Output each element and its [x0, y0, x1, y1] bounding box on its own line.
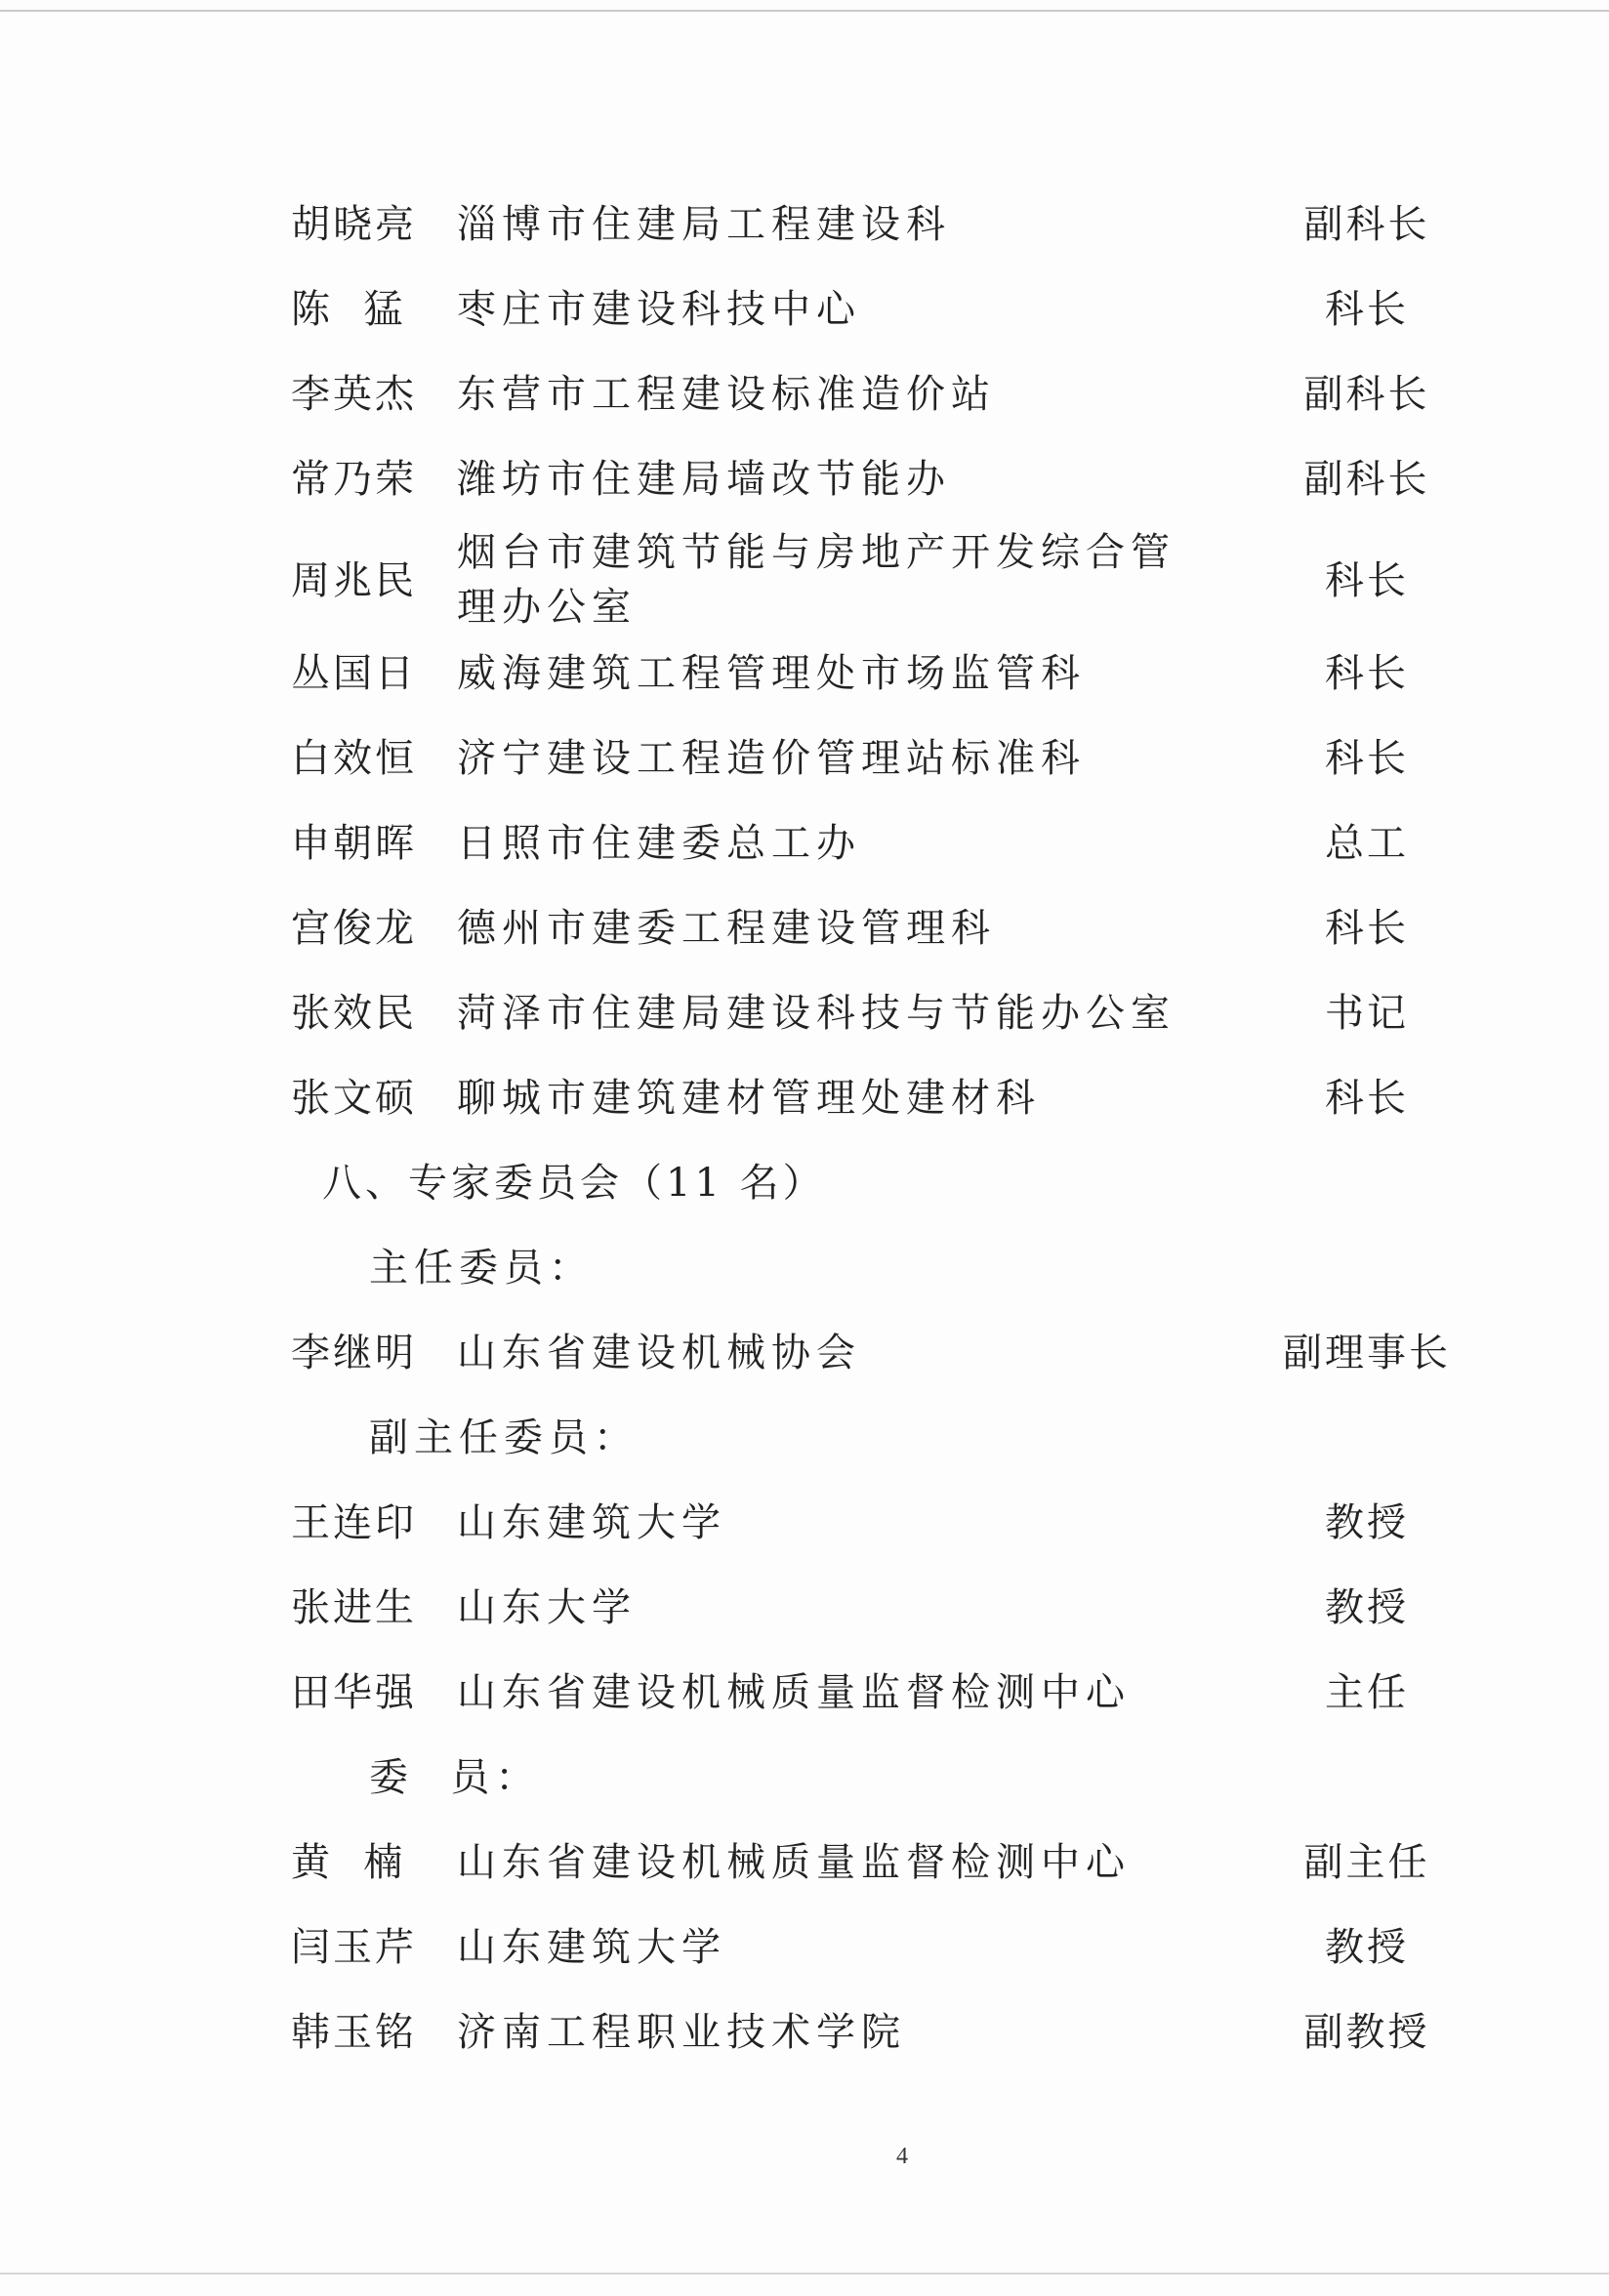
member-name: 王连印 — [291, 1500, 417, 1545]
member-row — [0, 1989, 1609, 2075]
scan-edge-top — [0, 10, 1609, 12]
member-row — [0, 1905, 1609, 1990]
member-title: 副科长 — [1303, 372, 1430, 417]
member-row — [0, 970, 1609, 1056]
member-row — [0, 351, 1609, 437]
member-name: 申朝晖 — [291, 821, 417, 866]
member-org: 济南工程职业技术学院 — [457, 2010, 906, 2055]
section-heading: 八、专家委员会（11 名） — [322, 1161, 826, 1206]
group-label-members: 委 员： — [369, 1755, 541, 1800]
member-title: 科长 — [1325, 558, 1409, 603]
member-row — [0, 1820, 1609, 1906]
member-row — [0, 800, 1609, 886]
member-row — [0, 266, 1609, 352]
member-row — [0, 716, 1609, 801]
member-org: 山东建筑大学 — [457, 1500, 726, 1545]
member-row — [0, 517, 1609, 644]
group-label-vice-chair: 副主任委员： — [369, 1415, 639, 1460]
member-org: 山东省建设机械质量监督检测中心 — [457, 1670, 1131, 1715]
member-name: 张效民 — [291, 991, 417, 1036]
member-title: 主任 — [1325, 1670, 1409, 1715]
member-org: 山东省建设机械质量监督检测中心 — [457, 1840, 1131, 1885]
member-title: 教授 — [1325, 1585, 1409, 1630]
member-org: 济宁建设工程造价管理站标准科 — [457, 736, 1086, 781]
scan-edge-bottom — [0, 2273, 1609, 2275]
member-title: 总工 — [1325, 821, 1409, 866]
member-title: 副理事长 — [1283, 1331, 1451, 1375]
member-title: 副主任 — [1303, 1840, 1430, 1885]
member-name: 张进生 — [291, 1585, 417, 1630]
member-title: 科长 — [1325, 651, 1409, 696]
member-org: 淄博市住建局工程建设科 — [457, 202, 951, 247]
group-label-chair: 主任委员： — [369, 1246, 594, 1291]
member-row — [0, 885, 1609, 971]
member-row — [0, 436, 1609, 522]
member-name: 李继明 — [291, 1331, 417, 1375]
member-title: 科长 — [1325, 1076, 1409, 1121]
member-name: 胡晓亮 — [291, 202, 417, 247]
member-org: 潍坊市住建局墙改节能办 — [457, 457, 951, 502]
member-title: 科长 — [1325, 906, 1409, 951]
member-org: 山东大学 — [457, 1585, 637, 1630]
member-row — [0, 1055, 1609, 1141]
member-name: 白效恒 — [291, 736, 417, 781]
member-name: 田华强 — [291, 1670, 417, 1715]
member-title: 科长 — [1325, 736, 1409, 781]
member-title: 副科长 — [1303, 202, 1430, 247]
member-org: 菏泽市住建局建设科技与节能办公室 — [457, 991, 1176, 1036]
member-org: 威海建筑工程管理处市场监管科 — [457, 651, 1086, 696]
member-name: 闫玉芹 — [291, 1925, 417, 1970]
page-number: 4 — [896, 2144, 908, 2169]
member-name: 李英杰 — [291, 372, 417, 417]
member-title: 副科长 — [1303, 457, 1430, 502]
member-name: 常乃荣 — [291, 457, 417, 502]
member-org: 山东建筑大学 — [457, 1925, 726, 1970]
member-row — [0, 182, 1609, 267]
member-org: 德州市建委工程建设管理科 — [457, 906, 996, 951]
member-row — [0, 1565, 1609, 1651]
member-name: 韩玉铭 — [291, 2010, 417, 2055]
member-row — [0, 1480, 1609, 1566]
member-org: 日照市住建委总工办 — [457, 821, 861, 866]
member-title: 教授 — [1325, 1925, 1409, 1970]
member-org: 枣庄市建设科技中心 — [457, 287, 861, 332]
member-name: 张文硕 — [291, 1076, 417, 1121]
member-row — [0, 631, 1609, 717]
member-org: 东营市工程建设标准造价站 — [457, 372, 996, 417]
member-title: 书记 — [1325, 991, 1409, 1036]
member-name: 陈 猛 — [291, 287, 406, 332]
member-name: 宫俊龙 — [291, 906, 417, 951]
member-org: 山东省建设机械协会 — [457, 1331, 861, 1375]
member-title: 副教授 — [1303, 2010, 1430, 2055]
member-name: 周兆民 — [291, 558, 417, 603]
member-name: 丛国日 — [291, 651, 417, 696]
member-title: 教授 — [1325, 1500, 1409, 1545]
member-title: 科长 — [1325, 287, 1409, 332]
member-row — [0, 1650, 1609, 1736]
member-org: 烟台市建筑节能与房地产开发综合管理办公室 — [457, 530, 1176, 630]
member-name: 黄 楠 — [291, 1840, 406, 1885]
member-org: 聊城市建筑建材管理处建材科 — [457, 1076, 1041, 1121]
member-row — [0, 1310, 1609, 1396]
